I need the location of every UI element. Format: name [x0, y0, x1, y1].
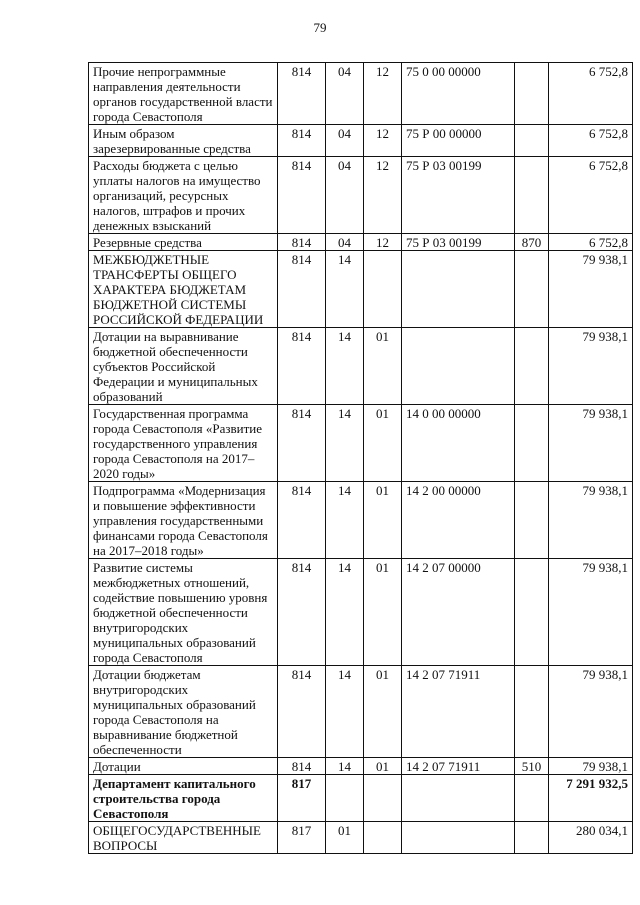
target-article-code-cell: 14 0 00 00000: [402, 405, 515, 482]
row-name-cell: Развитие системы межбюджетных отношений, содействие повышению уровня бюджетной обеспеченности внутригородских муниципальных образований города Севастополя: [89, 559, 278, 666]
subsection-code-cell: 01: [364, 405, 402, 482]
section-code-cell: 14: [326, 251, 364, 328]
department-code-cell: 814: [278, 234, 326, 251]
target-article-code-cell: 75 Р 03 00199: [402, 157, 515, 234]
department-code-cell: 814: [278, 559, 326, 666]
amount-cell: 79 938,1: [549, 328, 633, 405]
expense-type-code-cell: [515, 405, 549, 482]
amount-cell: 79 938,1: [549, 251, 633, 328]
subsection-code-cell: 12: [364, 63, 402, 125]
amount-cell: 6 752,8: [549, 234, 633, 251]
table-row: [89, 559, 633, 666]
row-name-cell: Дотации на выравнивание бюджетной обеспеченности субъектов Российской Федерации и муниципальных образований: [89, 328, 278, 405]
department-code-cell: 814: [278, 405, 326, 482]
amount-cell: 6 752,8: [549, 157, 633, 234]
target-article-code-cell: [402, 822, 515, 854]
section-code-cell: 14: [326, 328, 364, 405]
target-article-code-cell: [402, 251, 515, 328]
subsection-code-cell: 12: [364, 125, 402, 157]
row-name-cell: ОБЩЕГОСУДАРСТВЕННЫЕ ВОПРОСЫ: [89, 822, 278, 854]
amount-cell: 7 291 932,5: [549, 775, 633, 822]
row-name-cell: Дотации бюджетам внутригородских муниципальных образований города Севастополя на выравнивание бюджетной обеспеченности: [89, 666, 278, 758]
amount-cell: 79 938,1: [549, 405, 633, 482]
amount-cell: 79 938,1: [549, 559, 633, 666]
section-code-cell: 14: [326, 758, 364, 775]
section-code-cell: 01: [326, 822, 364, 854]
amount-cell: 280 034,1: [549, 822, 633, 854]
row-name-cell: Прочие непрограммные направления деятельности органов государственной власти города Севастополя: [89, 63, 278, 125]
row-name-cell: Дотации: [89, 758, 278, 775]
table-row: [89, 758, 633, 775]
section-code-cell: 14: [326, 666, 364, 758]
subsection-code-cell: 01: [364, 328, 402, 405]
target-article-code-cell: 14 2 07 00000: [402, 559, 515, 666]
section-code-cell: 14: [326, 405, 364, 482]
department-code-cell: 814: [278, 758, 326, 775]
expense-type-code-cell: [515, 559, 549, 666]
subsection-code-cell: 12: [364, 234, 402, 251]
row-name-cell: Расходы бюджета с целью уплаты налогов на имущество организаций, ресурсных налогов, штрафов и прочих денежных взысканий: [89, 157, 278, 234]
expense-type-code-cell: [515, 157, 549, 234]
target-article-code-cell: [402, 328, 515, 405]
target-article-code-cell: 75 Р 03 00199: [402, 234, 515, 251]
expense-type-code-cell: [515, 251, 549, 328]
table-row: [89, 251, 633, 328]
table-row: [89, 482, 633, 559]
budget-table-body: [89, 63, 633, 854]
target-article-code-cell: 75 0 00 00000: [402, 63, 515, 125]
target-article-code-cell: 75 Р 00 00000: [402, 125, 515, 157]
row-name-cell: Резервные средства: [89, 234, 278, 251]
table-row: [89, 822, 633, 854]
section-code-cell: 14: [326, 482, 364, 559]
department-code-cell: 814: [278, 328, 326, 405]
expense-type-code-cell: [515, 125, 549, 157]
subsection-code-cell: 01: [364, 559, 402, 666]
department-code-cell: 814: [278, 666, 326, 758]
table-row: [89, 666, 633, 758]
target-article-code-cell: [402, 775, 515, 822]
section-code-cell: 14: [326, 559, 364, 666]
table-row: [89, 405, 633, 482]
department-code-cell: 814: [278, 63, 326, 125]
expense-type-code-cell: [515, 822, 549, 854]
row-name-cell: МЕЖБЮДЖЕТНЫЕ ТРАНСФЕРТЫ ОБЩЕГО ХАРАКТЕРА БЮДЖЕТАМ БЮДЖЕТНОЙ СИСТЕМЫ РОССИЙСКОЙ ФЕДЕРАЦИИ: [89, 251, 278, 328]
page-number: 79: [313, 20, 327, 35]
table-row: [89, 328, 633, 405]
amount-cell: 79 938,1: [549, 482, 633, 559]
department-code-cell: 814: [278, 125, 326, 157]
department-code-cell: 814: [278, 157, 326, 234]
subsection-code-cell: 01: [364, 482, 402, 559]
section-code-cell: 04: [326, 234, 364, 251]
subsection-code-cell: [364, 251, 402, 328]
subsection-code-cell: 12: [364, 157, 402, 234]
department-code-cell: 814: [278, 251, 326, 328]
table-row: [89, 157, 633, 234]
expense-type-code-cell: 510: [515, 758, 549, 775]
table-row: [89, 125, 633, 157]
row-name-cell: Департамент капитального строительства города Севастополя: [89, 775, 278, 822]
row-name-cell: Иным образом зарезервированные средства: [89, 125, 278, 157]
table-row: [89, 234, 633, 251]
section-code-cell: 04: [326, 63, 364, 125]
department-code-cell: 817: [278, 775, 326, 822]
amount-cell: 6 752,8: [549, 125, 633, 157]
section-code-cell: 04: [326, 125, 364, 157]
expense-type-code-cell: [515, 775, 549, 822]
amount-cell: 6 752,8: [549, 63, 633, 125]
target-article-code-cell: 14 2 07 71911: [402, 666, 515, 758]
subsection-code-cell: [364, 775, 402, 822]
expense-type-code-cell: [515, 666, 549, 758]
target-article-code-cell: 14 2 07 71911: [402, 758, 515, 775]
amount-cell: 79 938,1: [549, 758, 633, 775]
section-code-cell: 04: [326, 157, 364, 234]
subsection-code-cell: [364, 822, 402, 854]
subsection-code-cell: 01: [364, 666, 402, 758]
subsection-code-cell: 01: [364, 758, 402, 775]
table-row: [89, 63, 633, 125]
table-row: [89, 775, 633, 822]
expense-type-code-cell: 870: [515, 234, 549, 251]
department-code-cell: 817: [278, 822, 326, 854]
budget-table: [88, 62, 633, 854]
target-article-code-cell: 14 2 00 00000: [402, 482, 515, 559]
section-code-cell: [326, 775, 364, 822]
department-code-cell: 814: [278, 482, 326, 559]
amount-cell: 79 938,1: [549, 666, 633, 758]
row-name-cell: Подпрограмма «Модернизация и повышение эффективности управления государственными финансами города Севастополя на 2017–2018 годы»: [89, 482, 278, 559]
expense-type-code-cell: [515, 63, 549, 125]
expense-type-code-cell: [515, 482, 549, 559]
row-name-cell: Государственная программа города Севастополя «Развитие государственного управления города Севастополя на 2017–2020 годы»: [89, 405, 278, 482]
expense-type-code-cell: [515, 328, 549, 405]
